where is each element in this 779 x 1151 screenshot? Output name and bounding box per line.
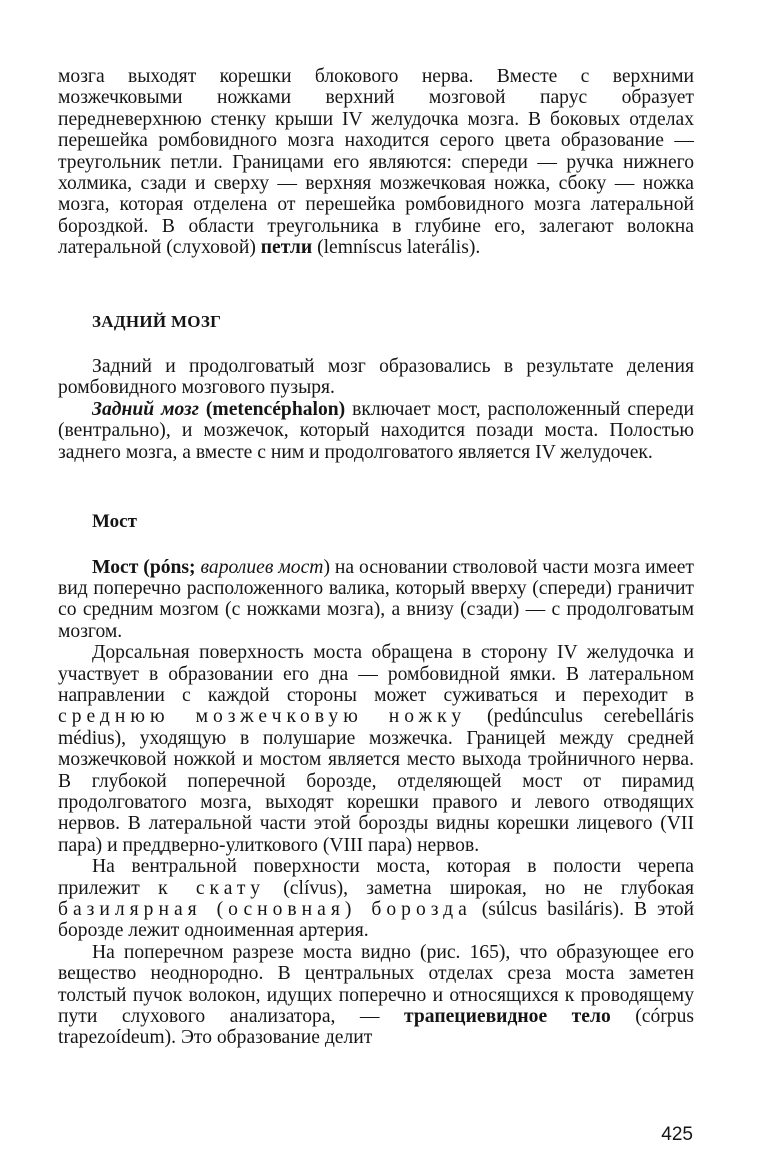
spaced-term: к скату bbox=[158, 877, 266, 899]
paragraph-5: Дорсальная поверхность моста обращена в сторону IV желудочка и участвует в образовании его дна — ромбовидной ямки. В латеральном направлении с каждой стороны может суживаться и переходит в среднюю мозжечковую ножку (pedúnculus cerebelláris médius), уходящую в полушарие мозжечка. Границей между средней мозжечковой ножкой и мостом является место выхода тройничного нерва. В глубокой поперечной борозде, отделяющей мост от пирамид продолговатого мозга, выходят корешки правого и левого отводящих нервов. В латеральной части этой борозды видны корешки лицевого (VII пара) и преддверно-улиткового (VIII пара) нервов. bbox=[58, 642, 695, 856]
paragraph-3: Задний мозг (metencéphalon) включает мост, расположенный спереди (вентрально), и мозжечок, который находится позади моста. Полостью заднего мозга, а вместе с ним и продолговатого является IV желудочек. bbox=[58, 398, 694, 463]
bold-term: (metencéphalon) bbox=[205, 398, 346, 420]
italic-term: варолиев мост bbox=[200, 556, 324, 578]
paragraph-2: Задний и продолговатый мозг образовались в результате деления ромбовидного мозгового пузыря. bbox=[58, 356, 694, 399]
paragraph-4: Мост (póns; варолиев мост) на основании стволовой части мозга имеет вид поперечно расположенного валика, который вверху (спереди) граничит со средним мозгом (с ножками мозга), а внизу (сзади) — с продолговатым мозгом. bbox=[58, 556, 694, 642]
spaced-term: среднюю мозжечковую ножку bbox=[58, 706, 467, 728]
italic-term: Задний мозг bbox=[92, 398, 199, 420]
page-number: 425 bbox=[661, 1124, 693, 1145]
subsection-heading: Мост bbox=[92, 511, 137, 533]
paragraph-6: На вентральной поверхности моста, которая в полости черепа прилежит к скату (clívus), заметна широкая, но не глубокая базилярная (основная) борозда (súlcus basiláris). В этой борозде лежит одноименная артерия. bbox=[58, 856, 694, 942]
bold-term: Мост (póns; bbox=[92, 556, 196, 578]
paragraph-7: На поперечном разрезе моста видно (рис. 165), что образующее его вещество неоднородно. В центральных отделах среза моста заметен толстый пучок волокон, идущих поперечно и относящихся к проводящему пути слухового анализатора, — трапециевидное тело (córpus trapezoídeum). Это образование делит bbox=[58, 941, 695, 1049]
bold-term: трапециевидное тело bbox=[404, 1006, 611, 1028]
section-heading: ЗАДНИЙ МОЗГ bbox=[92, 311, 222, 331]
spaced-term: базилярная (основная) борозда bbox=[58, 899, 472, 920]
paragraph-1: мозга выходят корешки блокового нерва. Вместе с верхними мозжечковыми ножками верхний мозговой парус образует передневерхнюю стенку крыши IV желудочка мозга. В боковых отделах перешейка ромбовидного мозга находится серого цвета образование — треугольник петли. Границами его являются: спереди — ручка нижнего холмика, сзади и сверху — верхняя мозжечковая ножка, сбоку — ножка мозга, которая отделена от перешейка ромбовидного мозга латеральной бороздкой. В области треугольника в глубине его, залегают волокна латеральной (слуховой) петли (lemníscus laterális). bbox=[58, 66, 694, 259]
page-text bbox=[58, 66, 694, 1049]
bold-term: петли bbox=[260, 237, 313, 259]
